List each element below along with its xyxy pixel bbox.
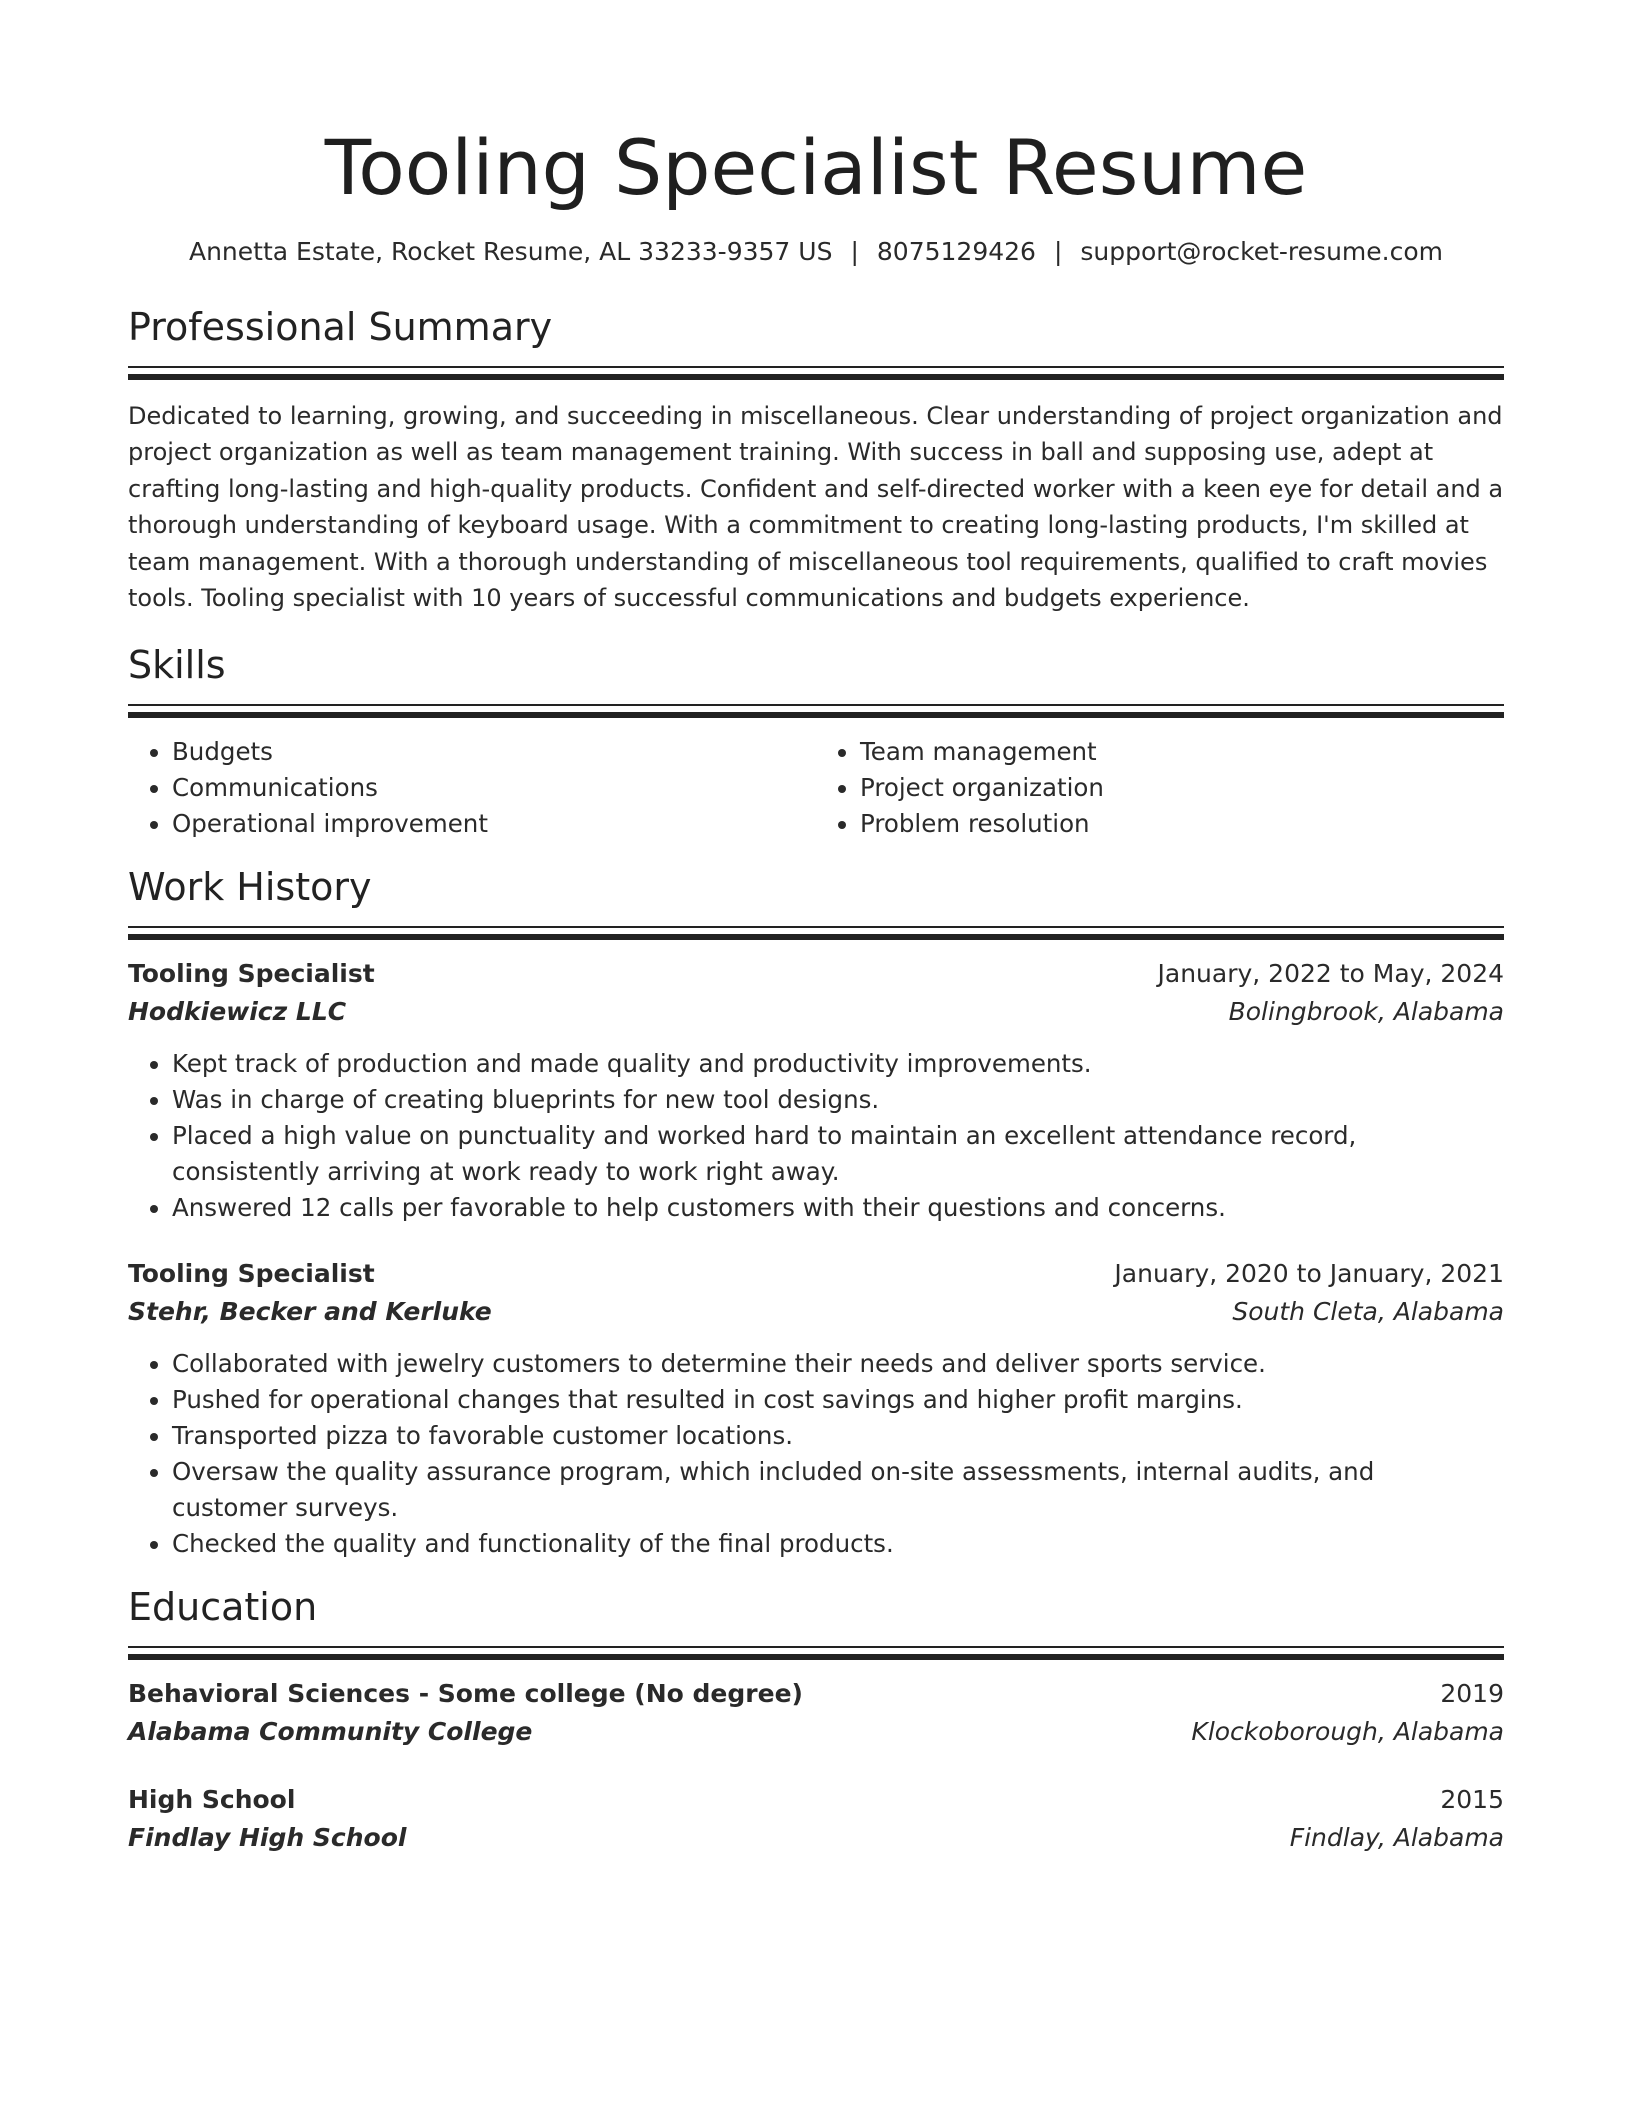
section-divider xyxy=(128,1654,1504,1660)
skill-item: • Team management xyxy=(860,734,1504,770)
job-bullet: • Oversaw the quality assurance program, which included on-site assessments, internal audits, and customer surveys. xyxy=(172,1454,1504,1526)
job-bullet: • Was in charge of creating blueprints for new tool designs. xyxy=(172,1082,1504,1118)
section-heading-summary: Professional Summary xyxy=(128,305,553,349)
section-divider xyxy=(128,712,1504,718)
contact-separator: | xyxy=(1053,237,1063,266)
education-school-row xyxy=(128,1712,1504,1752)
job-title: Tooling Specialist xyxy=(128,959,375,989)
skills-column-right xyxy=(816,734,1504,842)
job-company-row xyxy=(128,992,1504,1032)
section-heading-skills: Skills xyxy=(128,643,226,688)
resume-page xyxy=(128,0,1504,1858)
job-company: Stehr, Becker and Kerluke xyxy=(128,1297,492,1327)
job-dates: January, 2020 to January, 2021 xyxy=(1114,1259,1504,1289)
job-company: Hodkiewicz LLC xyxy=(128,997,347,1027)
contact-phone: 8075129426 xyxy=(876,237,1036,266)
job-bullet: • Checked the quality and functionality of the final products. xyxy=(172,1526,1504,1562)
education-entry xyxy=(128,1676,1504,1752)
education-degree: Behavioral Sciences - Some college (No degree) xyxy=(128,1679,803,1709)
section-divider xyxy=(128,374,1504,380)
education-location: Klockoborough, Alabama xyxy=(1191,1717,1504,1747)
job-bullet: • Collaborated with jewelry customers to determine their needs and deliver sports service. xyxy=(172,1346,1504,1382)
job-header-row xyxy=(128,1256,1504,1292)
work-section xyxy=(128,864,1504,1562)
education-school: Findlay High School xyxy=(128,1823,407,1853)
skills-grid xyxy=(128,734,1504,842)
section-heading-work: Work History xyxy=(128,865,372,910)
skill-item: • Budgets xyxy=(172,734,816,770)
education-year: 2015 xyxy=(1440,1785,1504,1815)
job-bullet: • Transported pizza to favorable customer locations. xyxy=(172,1418,1504,1454)
job-location: South Cleta, Alabama xyxy=(1232,1297,1504,1327)
job-header-row xyxy=(128,956,1504,992)
skill-item: • Communications xyxy=(172,770,816,806)
education-degree: High School xyxy=(128,1785,296,1815)
job-bullet: • Pushed for operational changes that resulted in cost savings and higher profit margins. xyxy=(172,1382,1504,1418)
section-divider xyxy=(128,704,1504,706)
skill-item: • Problem resolution xyxy=(860,806,1504,842)
job-location: Bolingbrook, Alabama xyxy=(1228,997,1504,1027)
skill-item: • Operational improvement xyxy=(172,806,816,842)
job-bullet: • Kept track of production and made quality and productivity improvements. xyxy=(172,1046,1504,1082)
section-divider xyxy=(128,934,1504,940)
job-bullet: • Placed a high value on punctuality and worked hard to maintain an excellent attendance record, consistently arriving at work ready to work right away. xyxy=(172,1118,1504,1190)
education-location: Findlay, Alabama xyxy=(1289,1823,1504,1853)
education-school: Alabama Community College xyxy=(128,1717,533,1747)
skills-column-left xyxy=(128,734,816,842)
education-section xyxy=(128,1584,1504,1858)
job-title: Tooling Specialist xyxy=(128,1259,375,1289)
contact-address: Annetta Estate, Rocket Resume, AL 33233-9357 US xyxy=(188,237,833,266)
education-header-row xyxy=(128,1676,1504,1712)
education-header-row xyxy=(128,1782,1504,1818)
contact-email: support@rocket-resume.com xyxy=(1080,237,1443,266)
job-dates: January, 2022 to May, 2024 xyxy=(1157,959,1504,989)
resume-title: Tooling Specialist Resume xyxy=(324,123,1308,212)
summary-section xyxy=(128,304,1504,616)
job-entry xyxy=(128,956,1504,1226)
section-divider xyxy=(128,926,1504,928)
skill-item: • Project organization xyxy=(860,770,1504,806)
education-school-row xyxy=(128,1818,1504,1858)
skills-section xyxy=(128,642,1504,842)
job-bullet: • Answered 12 calls per favorable to help customers with their questions and concerns. xyxy=(172,1190,1504,1226)
contact-separator: | xyxy=(850,237,859,266)
section-heading-education: Education xyxy=(128,1585,318,1630)
job-entry xyxy=(128,1256,1504,1562)
education-year: 2019 xyxy=(1440,1679,1504,1709)
contact-line xyxy=(128,236,1504,268)
section-divider xyxy=(128,1646,1504,1648)
job-company-row xyxy=(128,1292,1504,1332)
education-entry xyxy=(128,1782,1504,1858)
job-bullets xyxy=(128,1046,1504,1226)
job-bullets xyxy=(128,1346,1504,1562)
section-divider xyxy=(128,366,1504,368)
summary-text: Dedicated to learning, growing, and succeeding in miscellaneous. Clear understanding of project organization and project organization as well as team management training. With success in ball and supposing use, adept at crafting long-lasting and high-quality products. Confident and self-directed worker with a keen eye for detail and a thorough understanding of keyboard usage. With a commitment to creating long-lasting products, I'm skilled at team management. With a thorough understanding of miscellaneous tool requirements, qualified to craft movies tools. Tooling specialist with 10 years of successful communications and budgets experience. xyxy=(128,402,1504,613)
